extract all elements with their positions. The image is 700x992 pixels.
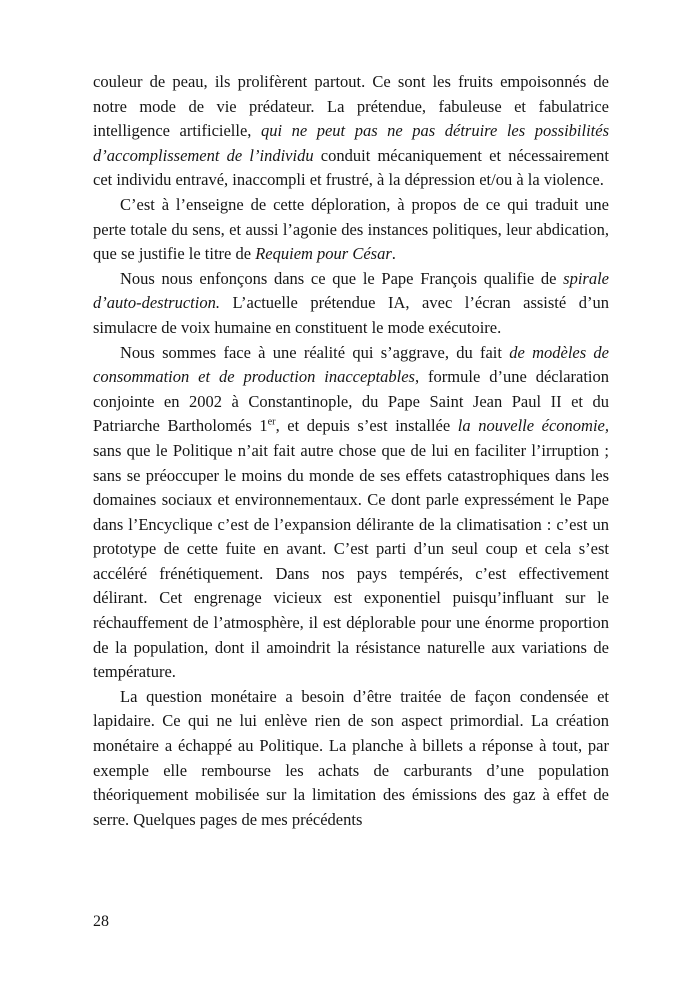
text-run: La question monétaire a besoin d’être traitée de façon condensée et lapidaire. Ce qui ne lui enlève rien de son aspect primordial. La création monétaire a échappé au Politique. La planche à billets a réponse à tout, par exemple elle rembourse les achats de carburants d’une population théoriquement mobilisée sur la limitation des émissions des gaz à effet de serre. Quelques pages de mes précédents <box>93 686 609 829</box>
italic-text-run: la nouvelle économie, <box>457 416 609 436</box>
text-run: C’est à l’enseigne de cette déploration, à propos de ce qui traduit une perte totale du sens, et aussi l’agonie des instances politiques, leur abdication, que se justifie le titre de <box>93 194 609 264</box>
text-block <box>93 70 609 832</box>
text-run: . <box>391 244 396 264</box>
paragraph <box>93 70 609 193</box>
text-run: , et depuis s’est installée <box>275 416 458 436</box>
paragraph <box>93 267 609 341</box>
text-run: couleur de peau, ils prolifèrent partout. Ce sont les fruits empoisonnés de notre mode de vie prédateur. La prétendue, fabuleuse et fabulatrice intelligence artificielle, <box>93 72 609 141</box>
text-run: sans que le Politique n’ait fait autre chose que de lui en faciliter l’irruption ; sans se préoccuper le moins du monde de ses effets catastrophiques dans les domaines sociaux et environnementaux. Ce dont parle expressément le Pape dans l’Encyclique c’est de l’expansion délirante de la climatisation : c’est un prototype de cette fuite en avant. C’est parti d’un seul coup et cela s’est accéléré frénétiquement. Dans nos pays tempérés, c’est effectivement délirant. Cet engrenage vicieux est exponentiel puisqu’influant sur le réchauffement de l’atmosphère, il est déplorable pour une énorme proportion de la population, dont il amoindrit la résistance naturelle aux variations de température. <box>93 440 609 682</box>
paragraph <box>93 341 609 685</box>
italic-text-run: Requiem pour César <box>255 244 392 264</box>
text-run: Nous sommes face à une réalité qui s’aggrave, du fait <box>120 342 510 362</box>
paragraph <box>93 193 609 267</box>
italic-text-run: qui ne peut pas ne pas détruire les possibilités d’accomplissement de l’individu <box>93 121 609 165</box>
paragraph <box>93 685 609 833</box>
page-number: 28 <box>93 913 109 930</box>
text-run: Nous nous enfonçons dans ce que le Pape François qualifie de <box>120 268 564 288</box>
italic-text-run: spirale d’auto-destruction. <box>93 268 609 313</box>
text-run: L’actuelle prétendue IA, avec l’écran assisté d’un simulacre de voix humaine en constituent le mode exécutoire. <box>93 293 609 337</box>
text-run: , formule d’une déclaration conjointe en 2002 à Constantinople, du Pape Saint Jean Paul II et du Patriarche Bartholomés 1 <box>93 367 609 436</box>
superscript-run: er <box>267 416 276 428</box>
text-run: conduit mécaniquement et nécessairement cet individu entravé, inaccompli et frustré, à la dépression et/ou à la violence. <box>93 145 609 190</box>
italic-text-run: de modèles de consommation et de production inacceptables <box>93 342 609 387</box>
